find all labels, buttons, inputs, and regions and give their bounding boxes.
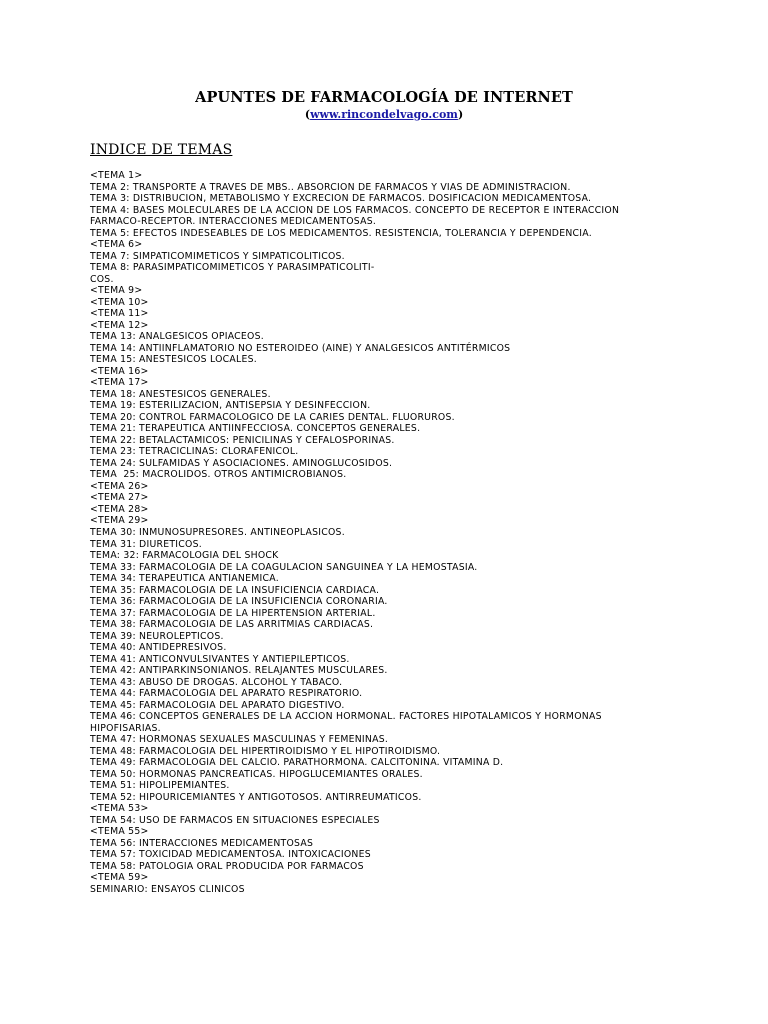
document-title: APUNTES DE FARMACOLOGÍA DE INTERNET bbox=[195, 89, 573, 106]
topic-line: TEMA 58: PATOLOGIA ORAL PRODUCIDA POR FARMACOS bbox=[90, 860, 364, 872]
topic-line: TEMA 24: SULFAMIDAS Y ASOCIACIONES. AMINOGLUCOSIDOS. bbox=[90, 457, 393, 469]
topic-line: TEMA 23: TETRACICLINAS: CLORAFENICOL. bbox=[90, 446, 299, 458]
topic-line: <TEMA 53> bbox=[90, 803, 149, 815]
topic-line: TEMA 49: FARMACOLOGIA DEL CALCIO. PARATHORMONA. CALCITONINA. VITAMINA D. bbox=[90, 757, 504, 769]
topic-line: TEMA 3: DISTRIBUCION, METABOLISMO Y EXCRECION DE FARMACOS. DOSIFICACION MEDICAMENTOSA. bbox=[90, 193, 592, 205]
topic-line: TEMA 7: SIMPATICOMIMETICOS Y SIMPATICOLITICOS. bbox=[90, 250, 345, 262]
source-paren-open: ( bbox=[304, 108, 311, 121]
topic-line: TEMA 21: TERAPEUTICA ANTIINFECCIOSA. CONCEPTOS GENERALES. bbox=[90, 423, 421, 435]
topic-line: TEMA 37: FARMACOLOGIA DE LA HIPERTENSION ARTERIAL. bbox=[90, 607, 376, 619]
topic-line: TEMA 56: INTERACCIONES MEDICAMENTOSAS bbox=[90, 837, 314, 849]
topic-line: TEMA 19: ESTERILIZACION, ANTISEPSIA Y DESINFECCION. bbox=[90, 400, 371, 412]
topic-line: TEMA 14: ANTIINFLAMATORIO NO ESTEROIDEO (AINE) Y ANALGESICOS ANTITÉRMICOS bbox=[90, 342, 511, 354]
topic-line: TEMA 31: DIURETICOS. bbox=[90, 538, 202, 550]
topic-line: TEMA 52: HIPOURICEMIANTES Y ANTIGOTOSOS. ANTIRREUMATICOS. bbox=[90, 791, 422, 803]
topic-line: TEMA 18: ANESTESICOS GENERALES. bbox=[90, 388, 271, 400]
source-paren-close: ) bbox=[457, 108, 464, 121]
topic-line: <TEMA 55> bbox=[90, 826, 149, 838]
topic-line: <TEMA 11> bbox=[90, 308, 149, 320]
topic-line: TEMA 51: HIPOLIPEMIANTES. bbox=[90, 780, 230, 792]
topic-line: TEMA 42: ANTIPARKINSONIANOS. RELAJANTES MUSCULARES. bbox=[90, 665, 388, 677]
topic-line: TEMA 54: USO DE FARMACOS EN SITUACIONES ESPECIALES bbox=[90, 814, 380, 826]
topic-line: TEMA 40: ANTIDEPRESIVOS. bbox=[90, 642, 227, 654]
source-line bbox=[0, 108, 768, 121]
topic-line: <TEMA 12> bbox=[90, 319, 149, 331]
topic-line: <TEMA 10> bbox=[90, 296, 149, 308]
topic-line: TEMA 15: ANESTESICOS LOCALES. bbox=[90, 354, 257, 366]
topic-line: TEMA 33: FARMACOLOGIA DE LA COAGULACION SANGUINEA Y LA HEMOSTASIA. bbox=[90, 561, 478, 573]
topic-line: <TEMA 16> bbox=[90, 365, 149, 377]
topic-line: <TEMA 9> bbox=[90, 285, 143, 297]
topic-line: TEMA: 32: FARMACOLOGIA DEL SHOCK bbox=[90, 550, 279, 562]
topic-line: TEMA 41: ANTICONVULSIVANTES Y ANTIEPILEPTICOS. bbox=[90, 653, 350, 665]
topic-line: HIPOFISARIAS. bbox=[90, 722, 161, 734]
topic-line: TEMA 38: FARMACOLOGIA DE LAS ARRITMIAS CARDIACAS. bbox=[90, 619, 374, 631]
topic-line: <TEMA 29> bbox=[90, 515, 149, 527]
topic-line: TEMA 2: TRANSPORTE A TRAVES DE MBS.. ABSORCION DE FARMACOS Y VIAS DE ADMINISTRACION. bbox=[90, 181, 571, 193]
index-heading: INDICE DE TEMAS bbox=[90, 142, 233, 158]
topic-line: <TEMA 6> bbox=[90, 239, 143, 251]
topic-line: TEMA 39: NEUROLEPTICOS. bbox=[90, 630, 224, 642]
topic-line: TEMA 48: FARMACOLOGIA DEL HIPERTIROIDISMO Y EL HIPOTIROIDISMO. bbox=[90, 745, 441, 757]
topic-line: TEMA 36: FARMACOLOGIA DE LA INSUFICIENCIA CORONARIA. bbox=[90, 596, 388, 608]
topic-line: COS. bbox=[90, 273, 114, 285]
topic-line: <TEMA 1> bbox=[90, 170, 143, 181]
topic-line: <TEMA 59> bbox=[90, 872, 149, 884]
topic-line: TEMA 20: CONTROL FARMACOLOGICO DE LA CARIES DENTAL. FLUORUROS. bbox=[90, 411, 455, 423]
topic-line: TEMA 35: FARMACOLOGIA DE LA INSUFICIENCIA CARDIACA. bbox=[90, 584, 380, 596]
topic-line: TEMA 22: BETALACTAMICOS: PENICILINAS Y CEFALOSPORINAS. bbox=[90, 434, 395, 446]
topic-line: FARMACO-RECEPTOR. INTERACCIONES MEDICAMENTOSAS. bbox=[90, 216, 377, 228]
topic-line: TEMA 25: MACROLIDOS. OTROS ANTIMICROBIANOS. bbox=[90, 469, 347, 481]
topic-line: TEMA 57: TOXICIDAD MEDICAMENTOSA. INTOXICACIONES bbox=[90, 849, 371, 861]
topic-line: TEMA 8: PARASIMPATICOMIMETICOS Y PARASIMPATICOLITI- bbox=[90, 262, 375, 274]
topic-line: TEMA 4: BASES MOLECULARES DE LA ACCION DE LOS FARMACOS. CONCEPTO DE RECEPTOR E INTERACCION bbox=[90, 204, 620, 216]
topic-line: TEMA 30: INMUNOSUPRESORES. ANTINEOPLASICOS. bbox=[90, 526, 345, 538]
topic-line: TEMA 5: EFECTOS INDESEABLES DE LOS MEDICAMENTOS. RESISTENCIA, TOLERANCIA Y DEPENDENCIA. bbox=[90, 227, 592, 239]
topic-line: TEMA 13: ANALGESICOS OPIACEOS. bbox=[90, 331, 264, 343]
topic-line: <TEMA 27> bbox=[90, 492, 149, 504]
topic-line: TEMA 34: TERAPEUTICA ANTIANEMICA. bbox=[90, 573, 279, 585]
topic-line: TEMA 45: FARMACOLOGIA DEL APARATO DIGESTIVO. bbox=[90, 699, 345, 711]
topics-list bbox=[90, 170, 650, 895]
topic-line: TEMA 50: HORMONAS PANCREATICAS. HIPOGLUCEMIANTES ORALES. bbox=[90, 768, 423, 780]
topic-line: <TEMA 17> bbox=[90, 377, 149, 389]
topic-line: SEMINARIO: ENSAYOS CLINICOS bbox=[90, 883, 245, 895]
topic-line: TEMA 46: CONCEPTOS GENERALES DE LA ACCION HORMONAL. FACTORES HIPOTALAMICOS Y HORMONAS bbox=[90, 711, 602, 723]
topic-line: TEMA 44: FARMACOLOGIA DEL APARATO RESPIRATORIO. bbox=[90, 688, 363, 700]
topic-line: TEMA 47: HORMONAS SEXUALES MASCULINAS Y FEMENINAS. bbox=[90, 734, 389, 746]
topic-line: <TEMA 26> bbox=[90, 480, 149, 492]
source-link[interactable]: www.rincondelvago.com bbox=[310, 108, 458, 121]
topic-line: TEMA 43: ABUSO DE DROGAS. ALCOHOL Y TABACO. bbox=[90, 676, 343, 688]
topic-line: <TEMA 28> bbox=[90, 503, 149, 515]
